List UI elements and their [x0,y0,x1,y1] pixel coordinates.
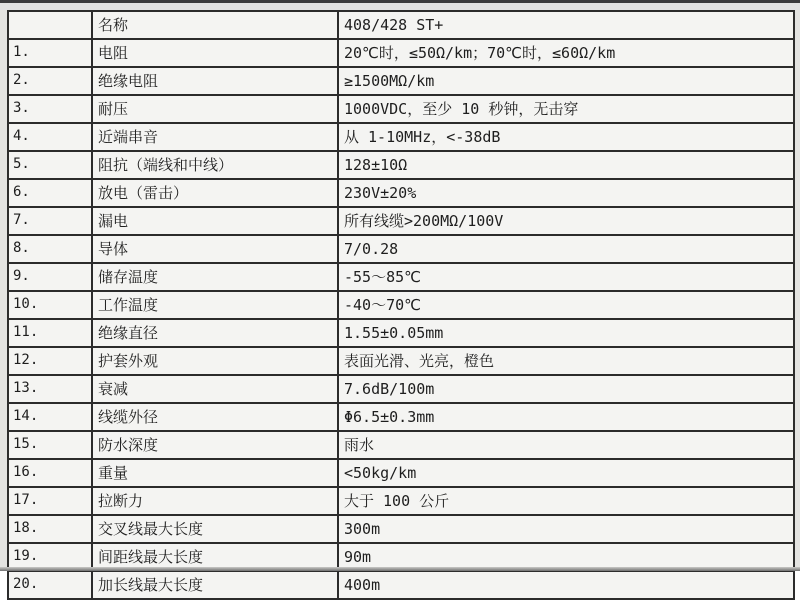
table-row [8,235,794,263]
table-row [8,515,794,543]
row-number-cell: 11. [8,319,92,347]
spec-name-cell: 储存温度 [92,263,338,291]
spec-table-body [8,39,794,599]
spec-value-cell: 20℃时，≤50Ω/km；70℃时，≤60Ω/km [338,39,794,67]
row-number-cell: 16. [8,459,92,487]
header-number-cell [8,11,92,39]
spec-name-cell: 线缆外径 [92,403,338,431]
row-number-cell: 6. [8,179,92,207]
row-number-cell: 1. [8,39,92,67]
spec-value-cell: 从 1-10MHz，<-38dB [338,123,794,151]
table-row [8,179,794,207]
spec-name-cell: 放电（雷击） [92,179,338,207]
row-number-cell: 13. [8,375,92,403]
table-row [8,347,794,375]
row-number-cell: 8. [8,235,92,263]
spec-name-cell: 护套外观 [92,347,338,375]
table-row [8,571,794,599]
row-number-cell: 7. [8,207,92,235]
spec-value-cell: -40～70℃ [338,291,794,319]
spec-name-cell: 近端串音 [92,123,338,151]
spec-value-cell: 1.55±0.05mm [338,319,794,347]
spec-table [7,10,795,600]
table-row [8,291,794,319]
spec-value-cell: 表面光滑、光亮，橙色 [338,347,794,375]
spec-name-cell: 拉断力 [92,487,338,515]
row-number-cell: 19. [8,543,92,571]
spec-name-cell: 工作温度 [92,291,338,319]
spec-value-cell: 1000VDC，至少 10 秒钟，无击穿 [338,95,794,123]
table-row [8,123,794,151]
table-row [8,95,794,123]
table-row [8,319,794,347]
row-number-cell: 20. [8,571,92,599]
table-row [8,263,794,291]
row-number-cell: 4. [8,123,92,151]
spec-name-cell: 漏电 [92,207,338,235]
spec-name-cell: 绝缘直径 [92,319,338,347]
spec-name-cell: 耐压 [92,95,338,123]
row-number-cell: 17. [8,487,92,515]
table-row [8,207,794,235]
row-number-cell: 18. [8,515,92,543]
header-row [8,11,794,39]
spec-name-cell: 导体 [92,235,338,263]
row-number-cell: 3. [8,95,92,123]
spec-name-cell: 衰减 [92,375,338,403]
row-number-cell: 2. [8,67,92,95]
spec-value-cell: 128±10Ω [338,151,794,179]
spec-value-cell: 230V±20% [338,179,794,207]
spec-name-cell: 阻抗（端线和中线） [92,151,338,179]
header-value-cell: 408/428 ST+ [338,11,794,39]
spec-value-cell: 7.6dB/100m [338,375,794,403]
spec-value-cell: <50kg/km [338,459,794,487]
table-row [8,431,794,459]
table-row [8,151,794,179]
spec-value-cell: 大于 100 公斤 [338,487,794,515]
spec-name-cell: 间距线最大长度 [92,543,338,571]
spec-name-cell: 重量 [92,459,338,487]
row-number-cell: 12. [8,347,92,375]
header-name-cell: 名称 [92,11,338,39]
row-number-cell: 15. [8,431,92,459]
spec-value-cell: 300m [338,515,794,543]
row-number-cell: 5. [8,151,92,179]
table-row [8,39,794,67]
spec-value-cell: Φ6.5±0.3mm [338,403,794,431]
row-number-cell: 14. [8,403,92,431]
spec-name-cell: 加长线最大长度 [92,571,338,599]
spec-name-cell: 交叉线最大长度 [92,515,338,543]
spec-value-cell: 7/0.28 [338,235,794,263]
spec-name-cell: 电阻 [92,39,338,67]
spec-value-cell: 雨水 [338,431,794,459]
spec-value-cell: 400m [338,571,794,599]
spec-value-cell: 90m [338,543,794,571]
table-row [8,375,794,403]
row-number-cell: 9. [8,263,92,291]
spec-name-cell: 防水深度 [92,431,338,459]
table-row [8,403,794,431]
bottom-border-strip [0,567,800,571]
table-row [8,67,794,95]
spec-value-cell: -55～85℃ [338,263,794,291]
spec-name-cell: 绝缘电阻 [92,67,338,95]
spec-value-cell: ≥1500MΩ/km [338,67,794,95]
spec-table-header [8,11,794,39]
top-border-strip [0,0,800,3]
row-number-cell: 10. [8,291,92,319]
table-row [8,487,794,515]
table-row [8,459,794,487]
spec-value-cell: 所有线缆>200MΩ/100V [338,207,794,235]
